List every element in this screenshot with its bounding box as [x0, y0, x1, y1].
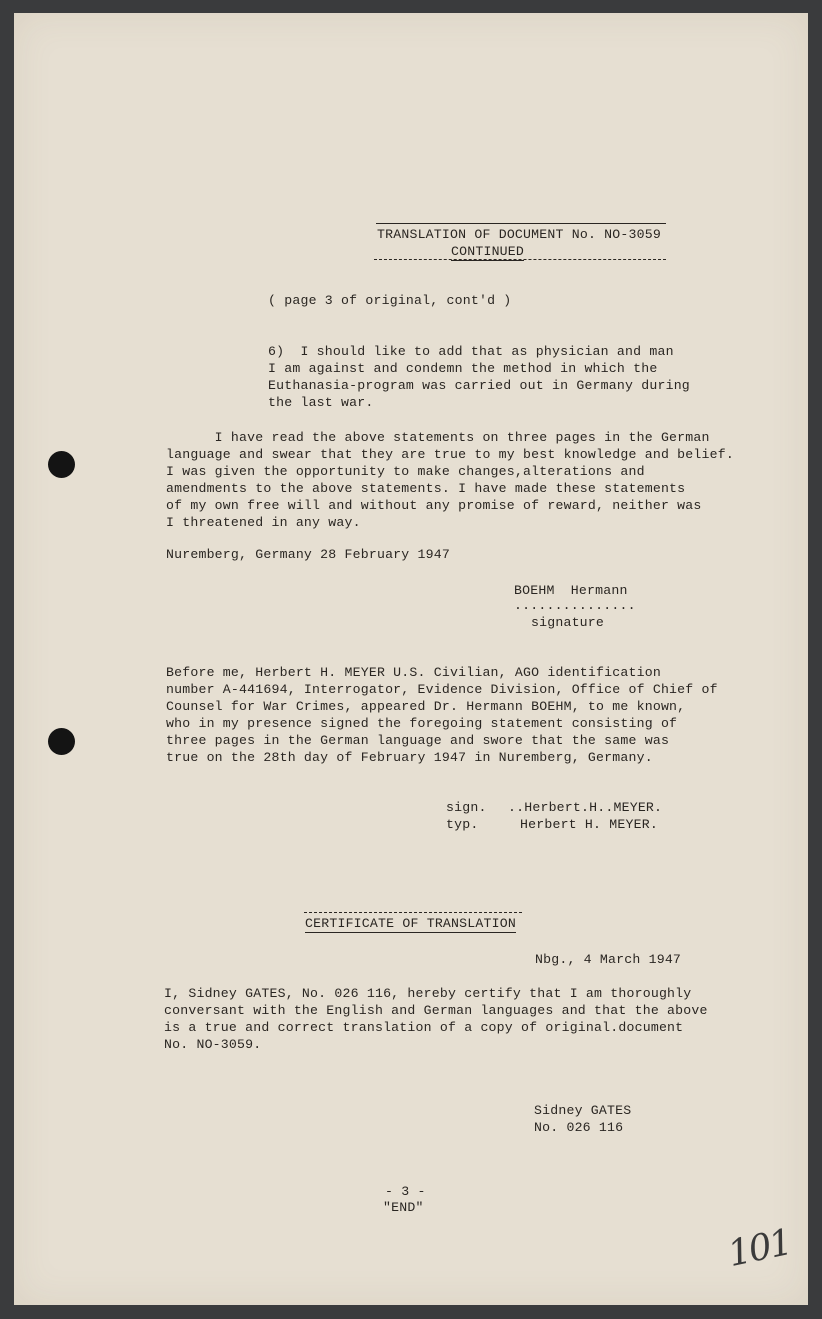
certificate-date: Nbg., 4 March 1947 — [535, 952, 682, 967]
before-me-line: Before me, Herbert H. MEYER U.S. Civilian, AGO identification — [166, 665, 661, 680]
signature-label: signature — [531, 615, 605, 630]
page-number: - 3 - — [385, 1184, 426, 1199]
item-6-line: the last war. — [268, 395, 374, 410]
sign-label: sign. — [446, 800, 487, 815]
statement-line: of my own free will and without any promise of reward, neither was — [166, 498, 702, 513]
punch-hole-top — [48, 451, 75, 478]
before-me-line: true on the 28th day of February 1947 in Nuremberg, Germany. — [166, 750, 653, 765]
sign-value: ..Herbert.H..MEYER. — [508, 800, 663, 815]
punch-hole-bottom — [48, 728, 75, 755]
certificate-top-rule — [304, 912, 522, 913]
statement-line: I threatened in any way. — [166, 515, 361, 530]
before-me-line: three pages in the German language and swore that the same was — [166, 733, 670, 748]
before-me-line: Counsel for War Crimes, appeared Dr. Hermann BOEHM, to me known, — [166, 699, 686, 714]
before-me-line: number A-441694, Interrogator, Evidence Division, Office of Chief of — [166, 682, 718, 697]
statement-line: I have read the above statements on three pages in the German — [166, 430, 710, 445]
certificate-line: conversant with the English and German languages and that the above — [164, 1003, 708, 1018]
signature-dots: ............... — [514, 598, 636, 613]
before-me-line: who in my presence signed the foregoing statement consisting of — [166, 716, 678, 731]
item-6-line: 6) I should like to add that as physician and man — [268, 344, 674, 359]
header-title: TRANSLATION OF DOCUMENT No. NO-3059 — [377, 227, 661, 242]
statement-line: language and swear that they are true to my best knowledge and belief. — [166, 447, 734, 462]
item-6-line: Euthanasia-program was carried out in Germany during — [268, 378, 690, 393]
header-subtitle: CONTINUED — [451, 244, 525, 259]
place-date: Nuremberg, Germany 28 February 1947 — [166, 547, 450, 562]
certificate-title: CERTIFICATE OF TRANSLATION — [305, 916, 516, 931]
header-top-rule — [376, 223, 666, 224]
certificate-line: is a true and correct translation of a copy of original.document — [164, 1020, 684, 1035]
end-marker: "END" — [383, 1200, 424, 1215]
item-6-line: I am against and condemn the method in which the — [268, 361, 658, 376]
typ-value: Herbert H. MEYER. — [520, 817, 658, 832]
typ-label: typ. — [446, 817, 479, 832]
header-bottom-rule — [374, 259, 666, 260]
statement-line: I was given the opportunity to make changes,alterations and — [166, 464, 645, 479]
translator-name: Sidney GATES — [534, 1103, 632, 1118]
document-page — [14, 13, 808, 1305]
translator-number: No. 026 116 — [534, 1120, 624, 1135]
signer-name: BOEHM Hermann — [514, 583, 628, 598]
page-reference: ( page 3 of original, cont'd ) — [268, 293, 512, 308]
statement-line: amendments to the above statements. I have made these statements — [166, 481, 686, 496]
certificate-line: I, Sidney GATES, No. 026 116, hereby certify that I am thoroughly — [164, 986, 692, 1001]
certificate-line: No. NO-3059. — [164, 1037, 262, 1052]
handwritten-page-number: 101 — [724, 1221, 795, 1276]
